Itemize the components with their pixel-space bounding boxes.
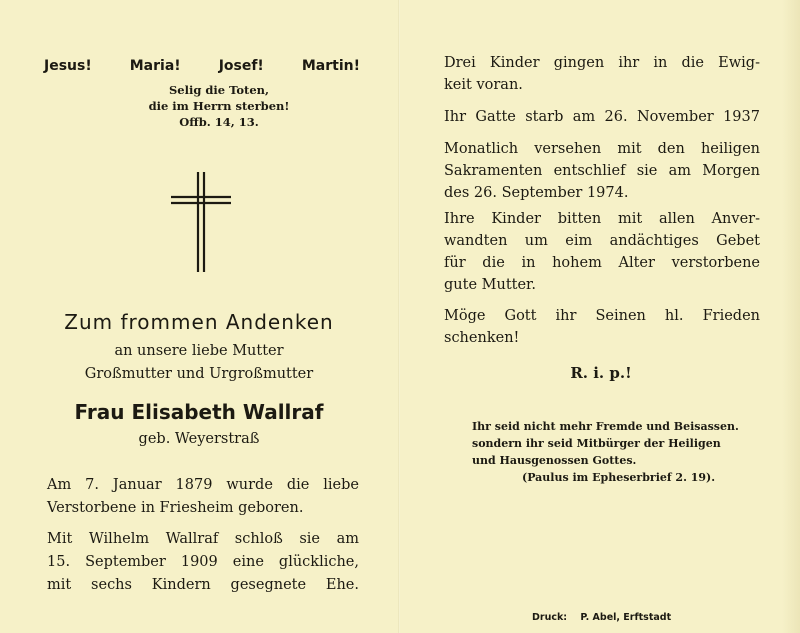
memorial-heading: [0, 310, 398, 386]
paragraph-line: mit sechs Kindern gesegnete Ehe.: [47, 577, 359, 593]
paragraph-line: für die in hohem Alter verstorbene: [444, 255, 760, 271]
invocation-line: [44, 58, 360, 74]
invocation-word: Martin!: [301, 58, 360, 74]
right-panel: [402, 0, 800, 633]
printer-imprint: [532, 612, 681, 623]
invocation-word: Jesus!: [44, 58, 92, 74]
verse-line: Selig die Toten,: [168, 83, 270, 97]
paragraph-line: wandten um eim andächtiges Gebet: [444, 233, 760, 249]
rip-text: R. i. p.!: [570, 364, 632, 382]
memorial-line: Großmutter und Urgroßmutter: [84, 366, 314, 382]
children-paragraph: [444, 52, 760, 96]
printer-label: Druck:: [532, 612, 568, 623]
paragraph-line: Monatlich versehen mit den heiligen: [444, 141, 760, 157]
card-fold: [398, 0, 400, 633]
quote-source: (Paulus im Epheserbrief 2. 19).: [522, 471, 716, 484]
birth-name: geb. Weyerstraß: [138, 431, 260, 447]
verse-reference: Offb. 14, 13.: [179, 115, 259, 129]
husband-paragraph: [444, 106, 760, 128]
marriage-paragraph: [47, 528, 359, 597]
bible-verse: [0, 82, 398, 130]
memorial-line: an unsere liebe Mutter: [114, 343, 284, 359]
paragraph-line: Ihre Kinder bitten mit allen Anver-: [444, 211, 760, 227]
paragraph-line: keit voran.: [444, 77, 523, 93]
paragraph-line: Drei Kinder gingen ihr in die Ewig-: [444, 55, 760, 71]
paragraph-line: Möge Gott ihr Seinen hl. Frieden: [444, 308, 760, 324]
death-paragraph: [444, 138, 760, 204]
peace-paragraph: [444, 305, 760, 349]
paragraph-line: des 26. September 1974.: [444, 185, 629, 201]
quote-line: sondern ihr seid Mitbürger der Heiligen: [472, 437, 721, 450]
prayer-paragraph: [444, 208, 760, 296]
invocation-word: Josef!: [218, 58, 264, 74]
paragraph-line: gute Mutter.: [444, 277, 537, 293]
paragraph-line: 15. September 1909 eine glückliche,: [47, 554, 359, 570]
printer-name: P. Abel, Erftstadt: [580, 612, 672, 623]
invocation-word: Maria!: [129, 58, 181, 74]
epistle-quote: [472, 418, 762, 486]
paragraph-line: Ihr Gatte starb am 26. November 1937: [444, 109, 760, 125]
cross-icon: [170, 170, 232, 274]
left-panel: [0, 0, 398, 633]
verse-line: die im Herrn sterben!: [148, 99, 290, 113]
memorial-headline: Zum frommen Andenken: [64, 310, 334, 334]
birth-paragraph: [47, 474, 359, 520]
paragraph-line: Am 7. Januar 1879 wurde die liebe: [47, 477, 359, 493]
deceased-name: Frau Elisabeth Wallraf: [74, 400, 324, 424]
paragraph-line: Verstorbene in Friesheim geboren.: [47, 500, 304, 516]
paragraph-line: Mit Wilhelm Wallraf schloß sie am: [47, 531, 359, 547]
paragraph-line: schenken!: [444, 330, 520, 346]
quote-line: Ihr seid nicht mehr Fremde und Beisassen.: [472, 420, 739, 433]
quote-line: und Hausgenossen Gottes.: [472, 454, 637, 467]
paragraph-line: Sakramenten entschlief sie am Morgen: [444, 163, 760, 179]
